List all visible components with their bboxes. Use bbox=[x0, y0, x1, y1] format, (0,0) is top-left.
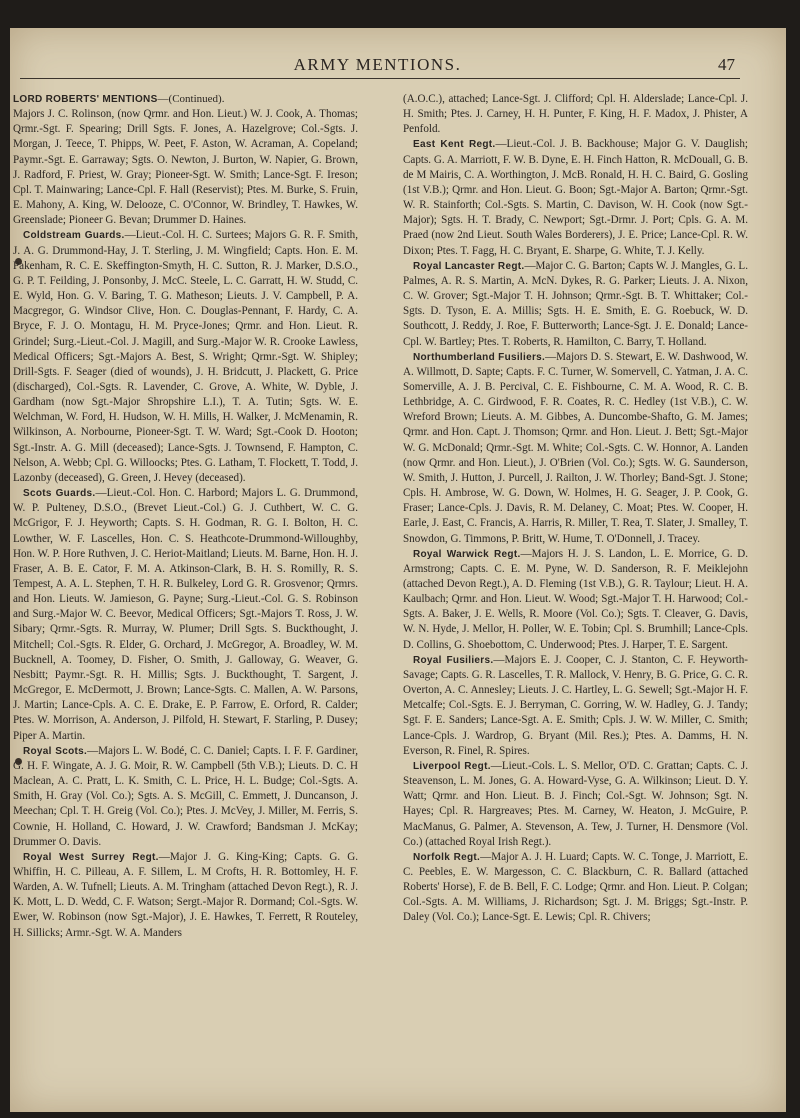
section-heading: Royal Warwick Regt. bbox=[413, 548, 521, 560]
section-text: Majors J. C. Rolinson, (now Qrmr. and Hon. Lieut.) W. J. Cook, A. Thomas; Qrmr.-Sgt. F. Spearing; Drill Sgts. F. Jones, A. Hazelgrove; Col.-Sgts. J. Morgan, J. Teece, T. Phipps, W. Peet, F. Aston, W. Acraman, A. Copeland; Paymr.-Sgt. E. Garraway; Sgts. O. Newton, J. Burton, W. Napier, G. Brown, J. Radford, F. Priest, W. Gray; Pioneer-Sgt. W. Smith; Lance-Sgt. F. Ireson; Cpl. T. Mainwaring; Lance-Cpl. F. Hall (Reservist); Ptes. M. Burke, S. Fruin, E. Mahony, A. King, W. Delooze, C. O'Connor, W. Brindley, T. Hawkes, W. Greenslade; Pioneer G. Bevan; Drummer D. Haines. bbox=[13, 108, 358, 227]
section-paragraph bbox=[403, 547, 748, 653]
section-paragraph bbox=[403, 259, 748, 350]
section-paragraph bbox=[403, 653, 748, 759]
section-paragraph bbox=[403, 759, 748, 850]
section-text: —Lieut.-Col. J. B. Backhouse; Major G. V. Dauglish; Capts. G. A. Marriott, F. W. B. Dyne, E. H. Finch Hatton, R. McDouall, G. B. de M Mairis, C. A. Worthington, J. McB. Ronald, H. H. C. Baird, G. Gosling (1st V.B.); Qrmr. and Hon. Lieut. G. Boon; Sgt.-Major A. Barton; Qrmr.-Sgt. W. R. Stainforth; Col.-Sgts. S. Martin, C. Davison, W. H. Cook (now Sgt.-Major); Sgts. H. T. Brady, C. Newport; Sgt.-Drmr. J. Port; Cpls. G. A. M. Praed (now 2nd Lieut. South Wales Borderers), J. E. Price; Lance-Cpl. R. W. Dixon; Ptes. T. Fagg, H. C. Bryant, E. Sharpe, G. White, T. J. Kelly. bbox=[403, 138, 748, 257]
section-text: —Major C. G. Barton; Capts W. J. Mangles, G. L. Palmes, A. R. S. Martin, A. McN. Dykes, R. G. Parker; Lieuts. J. A. Nixon, C. W. Grover; Sgt.-Major T. H. Johnson; Qrmr.-Sgt. B. T. Whittaker; Col.-Sgts. D. Tyson, E. A. Millis; Sgts. H. E. Smith, E. G. Roebuck, W. D. Southcott, J. Reddy, J. Roe, F. Butterworth; Lance-Sgt. J. E. Donald; Lance-Cpl. W. Bartley; Ptes. T. Roberts, R. Hamilton, C. Barry, T. Holland. bbox=[403, 259, 748, 348]
section-paragraph bbox=[403, 92, 748, 137]
section-heading: Scots Guards. bbox=[23, 488, 96, 500]
section-heading: Norfolk Regt. bbox=[413, 851, 481, 863]
section-heading: East Kent Regt. bbox=[413, 139, 496, 151]
section-heading: LORD ROBERTS' MENTIONS bbox=[13, 94, 158, 105]
section-text: —Lieut.-Col. H. C. Surtees; Majors G. R. F. Smith, J. A. G. Drummond-Hay, J. T. Sterling, J. M. Wingfield; Capts. Hon. E. M. Pakenham, R. C. E. Skeffington-Smyth, H. C. Sutton, R. J. Marker, D.S.O., G. P. T. Feilding, J. Ponsonby, J. McC. Steele, L. C. Garratt, H. W. Studd, C. E. Wyld, Hon. G. V. Baring, T. G. Matheson; Lieuts. J. V. Campbell, P. A. Macgregor, G. Windsor Clive, Hon. C. Douglas-Pennant, F. Hardy, C. A. Bryce, F. J. O. Montagu, H. M. Pryce-Jones; Qrmr. and Hon. Lieut. R. Grindel; Surg.-Lieut.-Col. J. Magill, and Surg.-Major W. R. Crooke Lawless, Medical Officers; Sgt.-Majors A. Best, S. Wright; Qrmr.-Sgt. W. Shipley; Drill-Sgts. F. Seager (died of wounds), J. H. Bridcutt, J. Plackett, G. Price (discharged), Col.-Sgts. R. Lavender, C. Grove, A. White, W. Dyble, J. Gardham (now Sgt.-Major Shropshire L.I.), T. A. Tutin; Sgts. W. E. Welchman, W. Ford, H. Hudson, W. H. Mills, H. Walker, J. McMenamin, R. Wilkinson, A. Norbourne, Pioneer-Sgt. T. W. Ward; Sgt.-Cook D. Hooton; Sgt.-Instr. A. G. Mill (deceased); Lance-Sgts. J. Townsend, F. Hampton, C. Nelson, A. Webb; Cpl. G. Willoocks; Ptes. G. Latham, T. Flockett, T. Todd, J. Lazonby (deceased), G. Green, J. Hevey (deceased). bbox=[13, 229, 358, 484]
section-text: (A.O.C.), attached; Lance-Sgt. J. Clifford; Cpl. H. Alderslade; Lance-Cpl. J. H. Smith; Ptes. J. Carney, H. H. Punter, F. King, H. F. Madox, J. Phister, A Penfold. bbox=[403, 93, 748, 136]
section-paragraph bbox=[403, 137, 748, 258]
section-text: —Majors L. W. Bodé, C. C. Daniel; Capts. I. F. F. Gardiner, G. H. F. Wingate, A. J. G. Moir, R. W. Campbell (5th V.B.); Lieuts. D. C. H Maclean, A. C. Pratt, L. K. Smith, C. L. Price, H. L. Budge; Col.-Sgts. A. Smith, H. Gray (Vol. Co.); Sgts. A. S. McGill, C. Emmett, J. Duncanson, J. Meechan; Cpl. T. H. Greig (Vol. Co.); Ptes. J. McVey, J. Miller, M. Ferris, S. Cownie, H. Holland, C. Howard, J. W. Crawford; Bandsman J. McKay; Drummer O. Davis. bbox=[13, 744, 358, 848]
section-heading: Royal Scots. bbox=[23, 745, 88, 757]
section-heading: Royal Lancaster Regt. bbox=[413, 260, 525, 272]
section-text: —Majors E. J. Cooper, C. J. Stanton, C. F. Heyworth-Savage; Capts. G. R. Lascelles, T. R. Mallock, V. Henry, B. G. Price, G. C. R. Overton, A. C. Annesley; Lieuts. J. C. Hartley, L. G. Sewell; Sgt.-Major H. F. Metcalfe; Col.-Sgts. E. J. Berryman, C. Gorring, W. W. Hadley, G. J. Tandy; Sgt. F. E. Sanders; Lance-Sgt. A. E. Smith; Cpls. J. W. W. Miller, C. Smith; Lance-Cpls. J. Wardrop, G. Bryant (Mil. Res.); Ptes. A. Damms, H. N. Everson, R. Finel, R. Spires. bbox=[403, 653, 748, 757]
left-column bbox=[13, 92, 358, 941]
section-heading: Liverpool Regt. bbox=[413, 760, 491, 772]
section-text: —Major J. G. King-King; Capts. G. G. Whiffin, H. C. Pilleau, A. F. Sillem, L. M Crofts, H. R. Bottomley, H. F. Warden, A. W. Tufnell; Lieuts. A. M. Tringham (attached Devon Regt.), R. J. K. Mott, L. D. Wedd, C. F. Watson; Sergt.-Major R. Dormand; Col.-Sgts. W. Ewer, W. Robinson (now Sgt.-Major), J. E. Hawkes, T. Ferrett, R Routeley, H. Sillicks; Armr.-Sgt. W. A. Manders bbox=[13, 850, 358, 939]
section-paragraph bbox=[13, 850, 358, 941]
section-text: —Major A. J. H. Luard; Capts. W. C. Tonge, J. Marriott, E. C. Peebles, E. W. Margesson, C. C. Blackburn, C. R. Ballard (attached Roberts' Horse), F. de B. Bell, F. C. Lodge; Qrmr. and Hon. Lieut. P. Colgan; Col.-Sgts. A. M. Williams, J. Richardson; Sgt. J. M. Briggs; Sgt.-Instr. P. Daley (Vol. Co.); Lance-Sgt. E. Lewis; Cpl. R. Chivers; bbox=[403, 850, 748, 924]
section-paragraph bbox=[13, 92, 358, 228]
section-paragraph bbox=[13, 228, 358, 486]
section-heading: Royal Fusiliers. bbox=[413, 654, 494, 666]
section-paragraph bbox=[403, 350, 748, 547]
page-header bbox=[20, 55, 735, 77]
section-paragraph bbox=[13, 486, 358, 744]
section-text: —Lieut.-Col. Hon. C. Harbord; Majors L. G. Drummond, W. P. Pulteney, D.S.O., (Brevet Lieut.-Col.) G. J. Cuthbert, W. C. G. McGrigor, F. J. Heyworth; Capts. S. H. Godman, R. G. I. Bolton, H. C. Lowther, W. F. Lascelles, Hon. C. S. Heathcote-Drummond-Willoughby, Hon. W. P. Hore Ruthven, J. C. Heriot-Maitland; Lieuts. M. Barne, Hon. H. J. Fraser, A. B. E. Cator, F. M. A. Atkinson-Clark, B. H. S. Romilly, R. S. Tempest, A. A. L. Stephen, T. H. R. Bulkeley, Lord G. R. Grosvenor; Qrmrs. and Hon. Lieuts. W. Jamieson, G. Payne; Surg.-Lieut.-Col. G. S. Robinson and Surg.-Major W. C. Beevor, Medical Officers; Sgt.-Majors T. Ross, J. W. Sibary; Qrmr.-Sgts. R. Murray, W. Plumer; Drill Sgts. S. Buckthought, J. Mitchell; Col.-Sgts. R. Elder, G. Orchard, J. McGregor, A. Broadley, W. M. Bucknell, A. Toomey, D. Fisher, O. Smith, J. Galloway, G. Weaver, G. Nesbitt; Paymr.-Sgt. R. H. Millis; Sgts. J. Buckthought, T. Sargent, J. McGregor, E. McDermott, J. Brown; Lance-Sgts. C. Mallen, A. W. Parsons, J. Martin; Lance-Cpls. A. C. E. Drake, E. P. Farrow, E. Orford, R. Calder; Ptes. W. Morrison, A. Anderson, J. Pilfold, H. Stewart, F. Starling, P. Dusey; Piper A. Martin. bbox=[13, 487, 358, 742]
heading-suffix: —(Continued). bbox=[157, 93, 225, 105]
page-number: 47 bbox=[718, 55, 735, 74]
right-column bbox=[403, 92, 748, 926]
section-heading: Coldstream Guards. bbox=[23, 230, 125, 242]
section-heading: Royal West Surrey Regt. bbox=[23, 851, 159, 863]
section-heading: Northumberland Fusiliers. bbox=[413, 351, 546, 363]
running-title: ARMY MENTIONS. bbox=[293, 55, 462, 74]
section-text: —Majors D. S. Stewart, E. W. Dashwood, W. A. Willmott, D. Sapte; Capts. F. C. Turner, W. Somervell, C. Yatman, J. A. C. Somerville, A. J. B. Percival, C. E. Fishbourne, C. M. A. Wood, R. C. B. Lethbridge, A. C. Girdwood, F. R. Coates, R. C. Hedley (1st V.B.), C. W. Wreford Brown; Lieuts. A. M. Gibbes, A. Duncombe-Shafto, G. M. James; Qrmr. and Hon. Capt. J. Thomson; Qrmr. and Hon. Lieut. J. Bett; Sgt.-Major W. G. McDonald; Qrmr.-Sgt. M. White; Col.-Sgts. C. W. Honnor, A. Landen (now Qrmr. and Hon. Lieut.), J. O'Brien (Vol. Co.); Sgts. W. G. Saunderson, W. Smith, J. Hutton, J. Purcell, J. Railton, J. W. Thorley; Band-Sgt. J. Stone; Cpls. H. Ambrose, W. G. Down, W. Holmes, H. G. Seager, J. P. Cook, G. Fraser; Lance-Cpls. J. Davis, R. M. Delaney, C. Moat; Ptes. W. Cooper, H. Earle, J. East, C. Francis, A. Harris, R. Miller, T. Rea, T. Slater, J. Smalley, T. Snowdon, G. Timmons, P. Britt, W. Hume, T. O'Donnell, J. Tracey. bbox=[403, 350, 748, 545]
section-text: —Lieut.-Cols. L. S. Mellor, O'D. C. Grattan; Capts. C. J. Steavenson, L. M. Jones, G. A. Howard-Vyse, G. A. Wilkinson; Lieut. D. Y. Watt; Qrmr. and Hon. Lieut. B. J. Finch; Col.-Sgt. W. Johnson; Sgt. N. Hayes; Cpl. R. Hargreaves; Ptes. M. Carney, W. Heaton, J. McGuire, P. MacManus, G. Palmer, A. Stevenson, A. Tew, J. Turner, H. Densmore (Vol. Co.) (attached Royal Irish Regt.). bbox=[403, 759, 748, 848]
section-paragraph bbox=[403, 850, 748, 926]
section-text: —Majors H. J. S. Landon, L. E. Morrice, G. D. Armstrong; Capts. C. E. M. Pyne, W. D. Sanderson, R. F. Meiklejohn (attached Devon Regt.), A. D. Fleming (1st V.B.), G. R. Taylour; Lieut. H. A. Kaulbach; Qrmr. and Hon. Lieut. W. Wood; Sgt.-Major T. H. Harwood; Col.-Sgts. A. Baker, J. E. Wells, R. Moore (Vol. Co.); Sgts. T. Cleaver, G. Davis, W. N. Hyde, J. Mellor, H. Poller, W. E. Tobin; Cpl. S. Brumhill; Lance-Cpls. D. Collins, G. Shoebottom, C. Underwood; Ptes. J. Harper, T. E. Sargent. bbox=[403, 547, 748, 651]
header-rule bbox=[20, 78, 740, 79]
section-paragraph bbox=[13, 744, 358, 850]
